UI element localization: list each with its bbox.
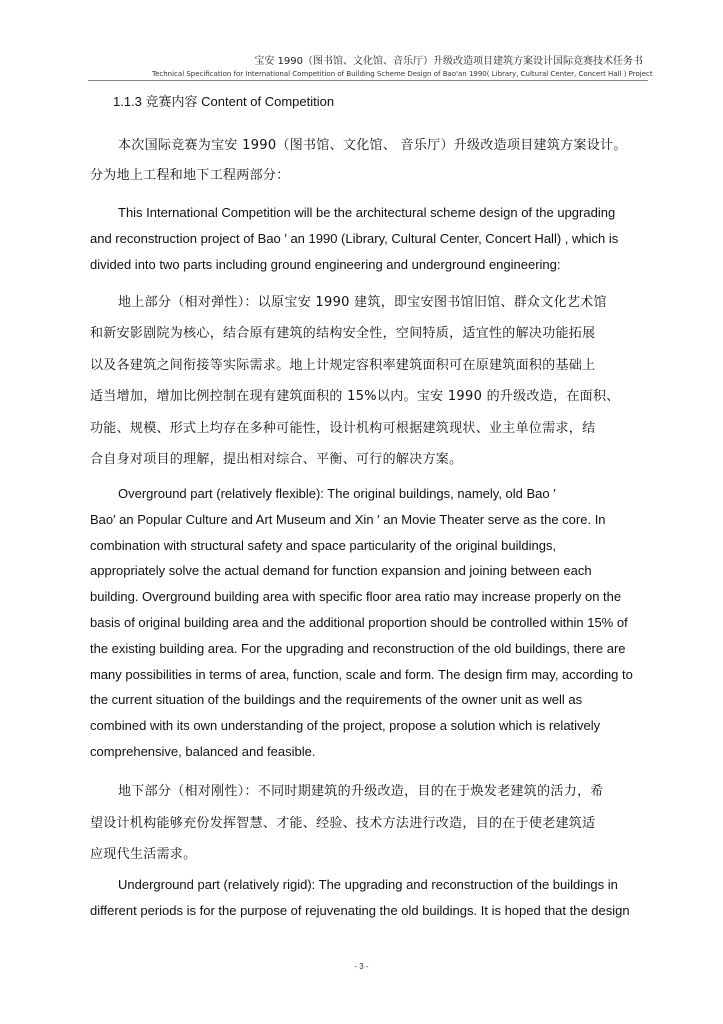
- text-line: combination with structural safety and space particularity of the original buildings,: [90, 537, 557, 553]
- page-number: - 3 -: [354, 962, 369, 971]
- text-line: 地上部分（相对弹性）：以原宝安 1990 建筑，即宝安图书馆旧馆、群众文化艺术馆: [118, 295, 607, 310]
- text-line: Bao′ an Popular Culture and Art Museum and Xin ′ an Movie Theater serve as the core. In: [90, 511, 606, 527]
- text-line: Underground part (relatively rigid): The upgrading and reconstruction of the buildings in: [118, 877, 618, 892]
- overground-cn-paragraph: [90, 287, 705, 475]
- text-line: 功能、规模、形式上均存在多种可能性，设计机构可根据建筑现状、业主单位需求，结: [90, 420, 596, 436]
- text-line: appropriately solve the actual demand for function expansion and joining between each: [90, 563, 592, 579]
- text-line: divided into two parts including ground engineering and underground engineering:: [90, 257, 561, 272]
- text-line: 适当增加，增加比例控制在现有建筑面积的 15%以内。宝安 1990 的升级改造，在面积、: [90, 389, 620, 405]
- text-line: 以及各建筑之间衔接等实际需求。地上计规定容积率建筑面积可在原建筑面积的基础上: [90, 357, 596, 373]
- text-line: and reconstruction project of Bao ′ an 1990 (Library, Cultural Center, Concert Hall) , which is: [90, 231, 619, 246]
- text-line: the current situation of the buildings and the requirements of the owner unit as well as: [90, 692, 583, 708]
- text-line: Overground part (relatively flexible): The original buildings, namely, old Bao ′: [118, 486, 556, 501]
- text-line: 应现代生活需求。: [90, 847, 197, 862]
- header-title-en-left: Technical Specification for International Competition of Building Scheme Design of Bao'an 1990: [152, 70, 487, 78]
- section-title: 1.1.3 竞赛内容 Content of Competition: [113, 94, 335, 109]
- header-title-cn: 宝安 1990（图书馆、文化馆、音乐厅）升级改造项目建筑方案设计国际竞赛技术任务书: [254, 56, 643, 67]
- underground-cn-paragraph: [90, 776, 705, 871]
- header-title-en: [152, 70, 653, 78]
- text-line: building. Overground building area with specific floor area ratio may increase properly on the: [90, 589, 622, 605]
- text-line: different periods is for the purpose of rejuvenating the old buildings. It is hoped that the design: [90, 903, 630, 918]
- text-line: 本次国际竞赛为宝安 1990（图书馆、文化馆、 音乐厅）升级改造项目建筑方案设计。: [118, 138, 627, 153]
- text-line: comprehensive, balanced and feasible.: [90, 743, 316, 759]
- text-line: 和新安影剧院为核心，结合原有建筑的结构安全性，空间特质，适宜性的解决功能拓展: [90, 326, 596, 342]
- text-line: 地下部分（相对刚性）：不同时期建筑的升级改造，目的在于焕发老建筑的活力，希: [118, 784, 604, 799]
- intro-en-paragraph: [90, 200, 705, 278]
- intro-cn-paragraph: [90, 131, 705, 191]
- text-line: basis of original building area and the additional proportion should be controlled within 15% of: [90, 614, 628, 630]
- text-line: 合自身对项目的理解，提出相对综合、平衡、可行的解决方案。: [90, 452, 463, 468]
- text-line: This International Competition will be the architectural scheme design of the upgrading: [118, 205, 616, 220]
- text-line: combined with its own understanding of the project, propose a solution which is relatively: [90, 718, 601, 734]
- text-line: 望设计机构能够充份发挥智慧、才能、经验、技术方法进行改造，目的在于使老建筑适: [90, 815, 596, 831]
- header-title-en-right: ( Library, Cultural Center, Concert Hall ) Project: [486, 70, 653, 78]
- underground-en-paragraph: [90, 872, 705, 924]
- overground-en-paragraph: [90, 481, 705, 765]
- text-line: many possibilities in terms of area, function, scale and form. The design firm may, according to: [90, 666, 633, 682]
- header-rule: [88, 80, 648, 81]
- text-line: the existing building area. For the upgrading and reconstruction of the old buildings, there are: [90, 640, 626, 656]
- text-line: 分为地上工程和地下工程两部分：: [90, 168, 290, 183]
